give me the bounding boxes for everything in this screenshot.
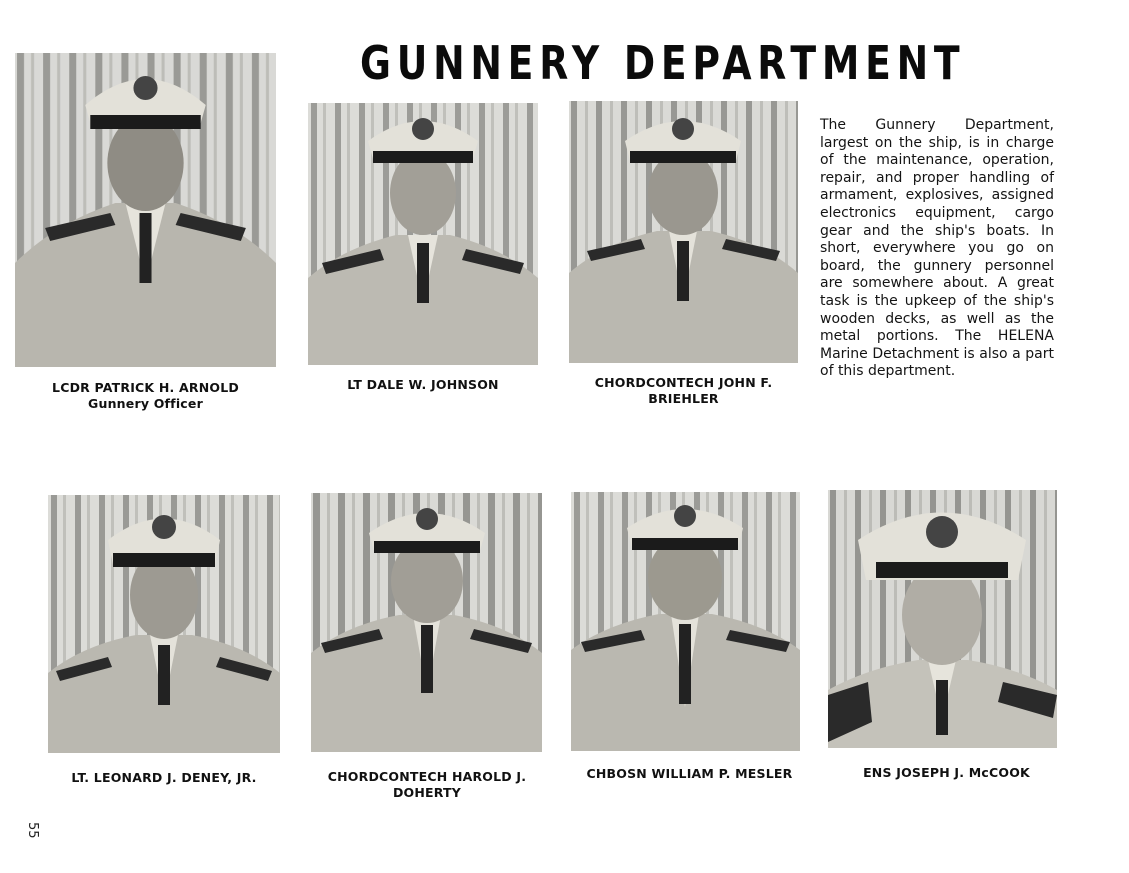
officer-photo-doherty xyxy=(311,493,542,752)
page-title: GUNNERY DEPARTMENT xyxy=(360,36,966,90)
officer-caption-mccook xyxy=(828,765,1065,781)
officer-photo-mesler xyxy=(571,492,800,751)
officer-photo-briehler xyxy=(569,101,798,363)
officer-name: LT. LEONARD J. DENEY, JR. xyxy=(71,770,257,785)
officer-name: LT DALE W. JOHNSON xyxy=(347,377,499,392)
officer-name: CHORDCONTECH JOHN F. BRIEHLER xyxy=(594,375,773,406)
officer-photo-arnold xyxy=(15,53,276,367)
officer-caption-arnold xyxy=(15,380,276,412)
page-number: 55 xyxy=(25,822,40,839)
officer-photo-johnson xyxy=(308,103,538,365)
officer-name: ENS JOSEPH J. McCOOK xyxy=(863,765,1030,780)
officer-name: LCDR PATRICK H. ARNOLD xyxy=(52,380,239,395)
officer-photo-deney xyxy=(48,495,280,753)
department-description: The Gunnery Department, largest on the ship, is in charge of the maintenance, operation, repair, and proper handling of armament, explosives, assigned electronics equipment, cargo gear and the ship's boats. In short, everywhere you go on board, the gunnery personnel are somewhere about. A great task is the upkeep of the ship's wooden decks, as well as the metal portions. The HELENA Marine Detachment is also a part of this department. xyxy=(820,117,1054,380)
officer-name: CHORDCONTECH HAROLD J. DOHERTY xyxy=(327,769,527,800)
officer-caption-johnson xyxy=(308,377,538,393)
officer-caption-briehler xyxy=(565,375,802,407)
officer-name: CHBOSN WILLIAM P. MESLER xyxy=(586,766,793,781)
officer-photo-mccook xyxy=(828,490,1057,748)
officer-caption-doherty xyxy=(300,769,554,801)
officer-caption-mesler xyxy=(571,766,808,782)
officer-role: Gunnery Officer xyxy=(88,396,203,411)
officer-caption-deney xyxy=(48,770,280,786)
